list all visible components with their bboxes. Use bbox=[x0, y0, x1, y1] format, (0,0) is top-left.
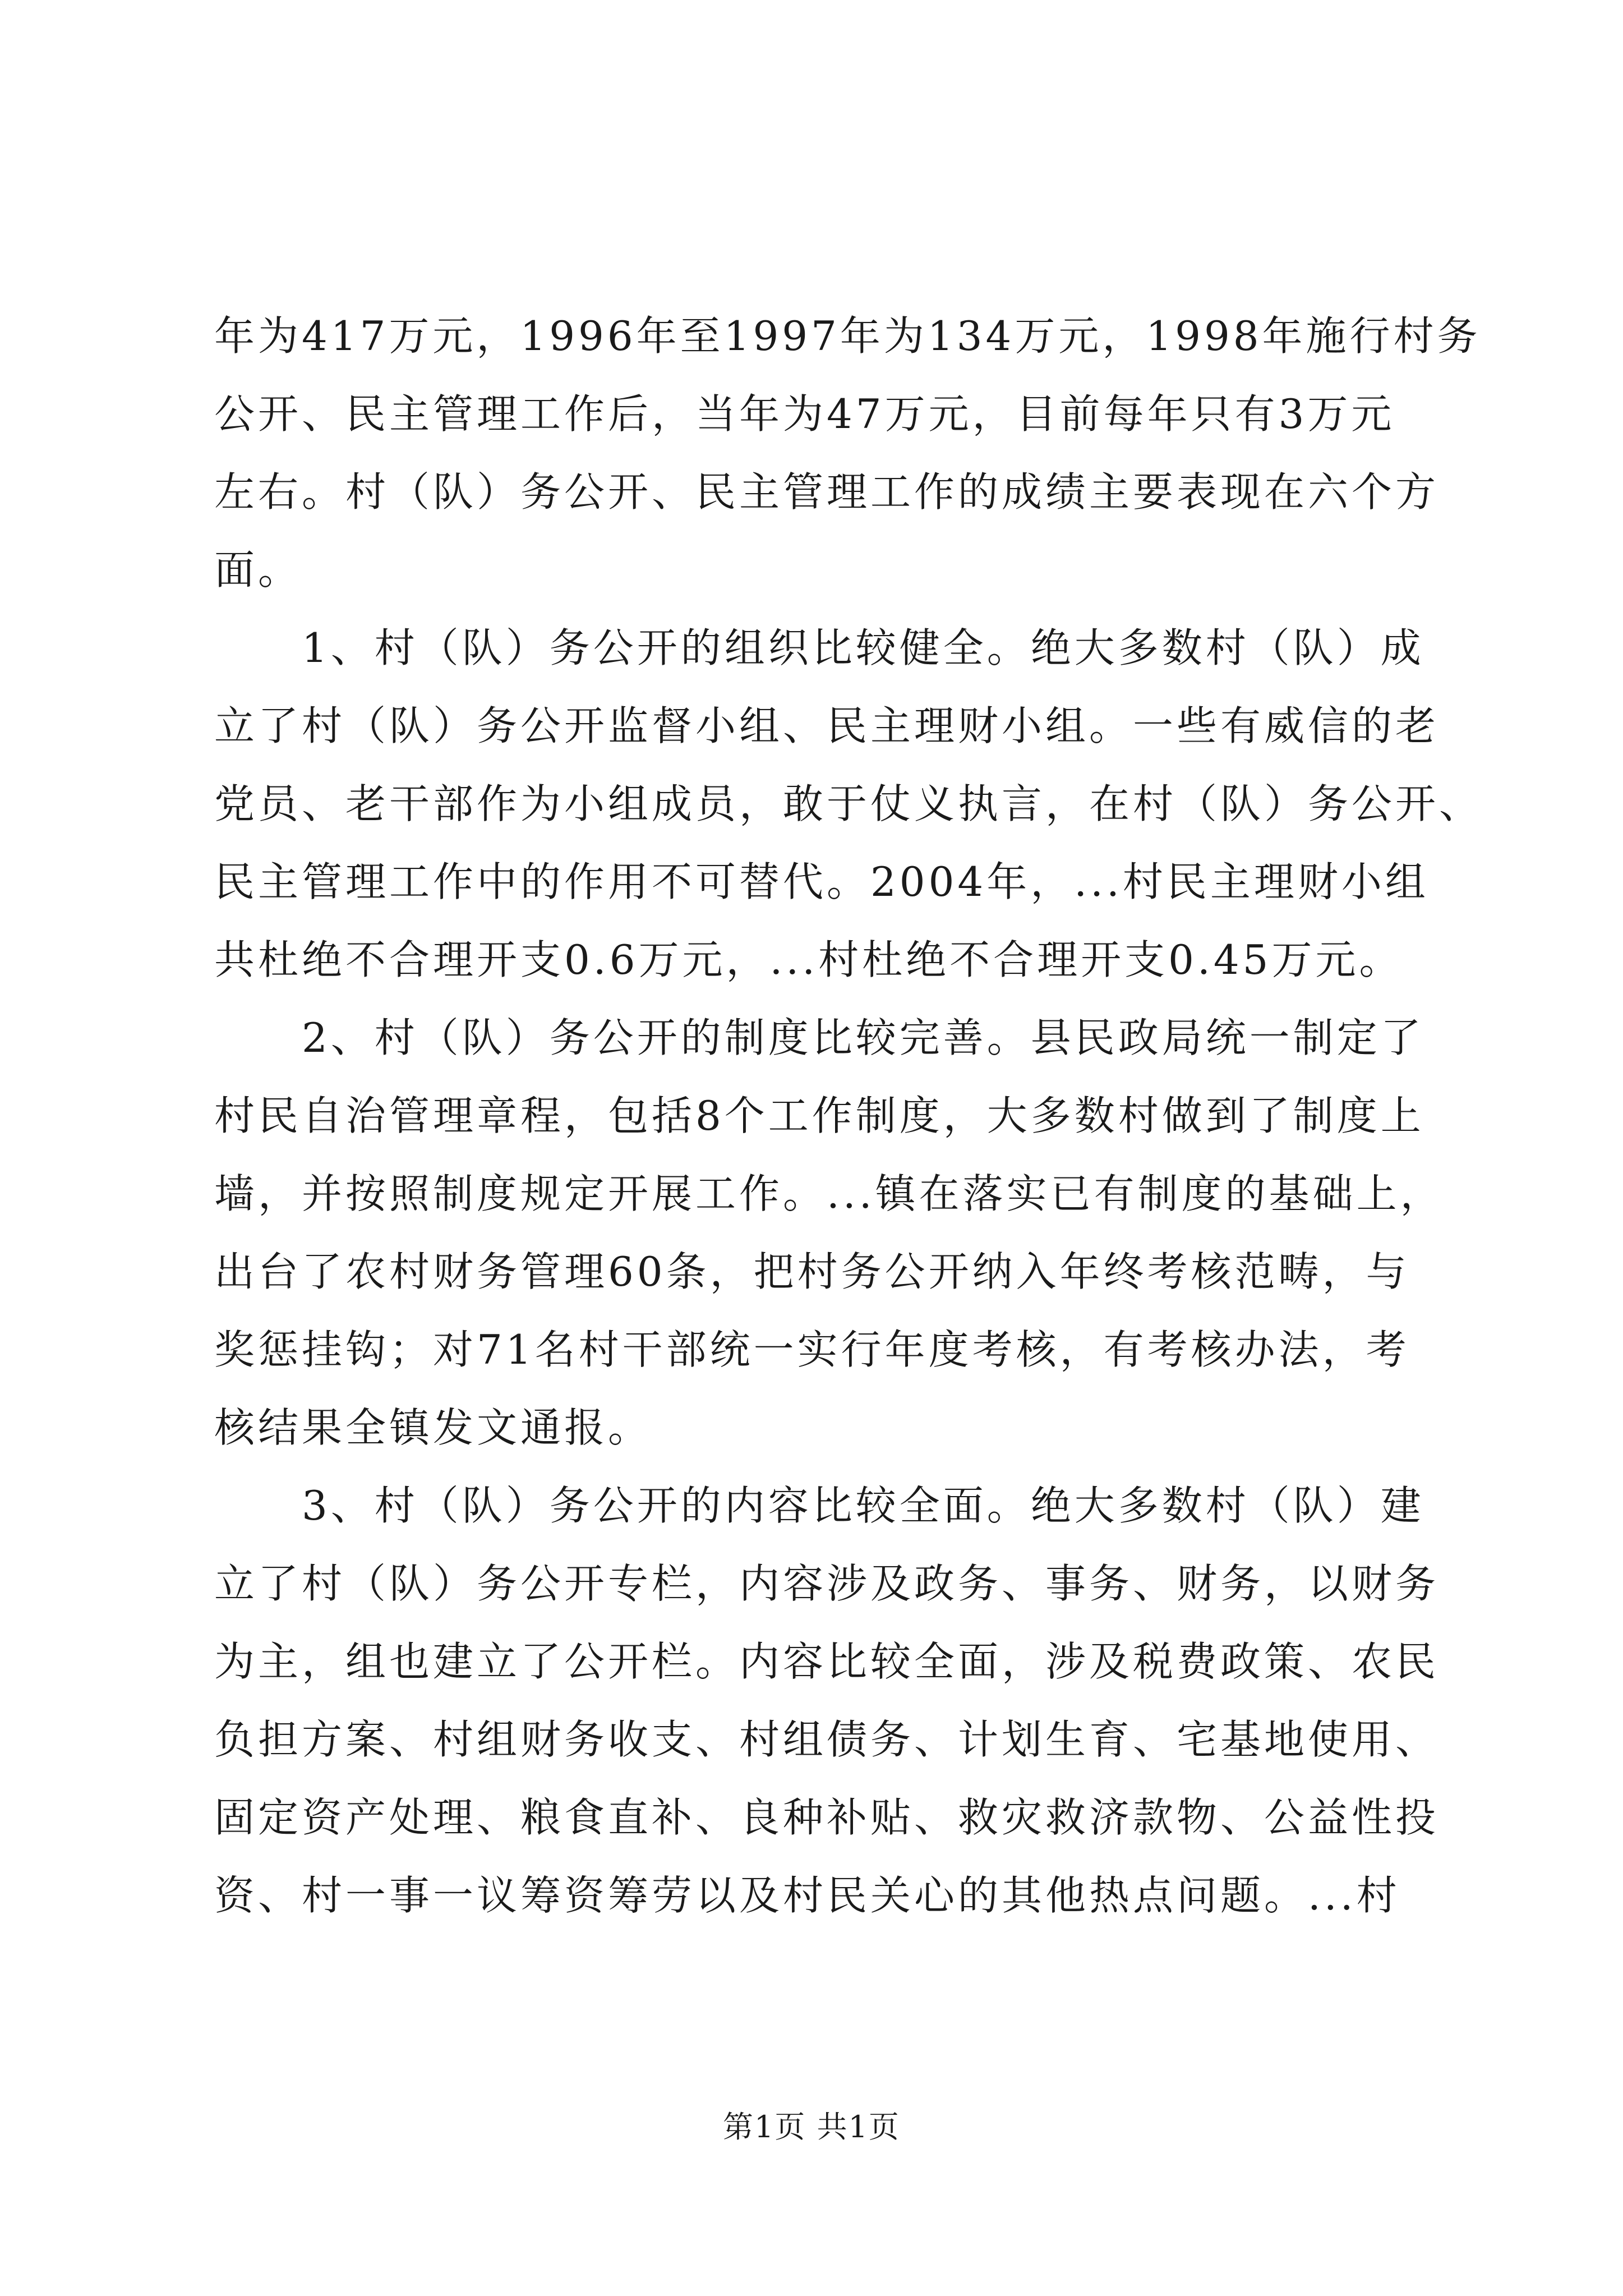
document-body bbox=[214, 297, 1483, 1935]
text-line: 资、村一事一议筹资筹劳以及村民关心的其他热点问题。...村 bbox=[214, 1872, 1400, 1919]
text-line: 3、村（队）务公开的内容比较全面。绝大多数村（队）建 bbox=[214, 1482, 1424, 1529]
text-line: 出台了农村财务管理60条，把村务公开纳入年终考核范畴，与 bbox=[214, 1248, 1410, 1295]
text-line: 共杜绝不合理开支0.6万元，...村杜绝不合理开支0.45万元。 bbox=[214, 936, 1403, 983]
text-line: 立了村（队）务公开监督小组、民主理财小组。一些有威信的老 bbox=[214, 702, 1440, 749]
text-line: 奖惩挂钩；对71名村干部统一实行年度考核，有考核办法，考 bbox=[214, 1326, 1410, 1373]
text-line: 为主，组也建立了公开栏。内容比较全面，涉及税费政策、农民 bbox=[214, 1638, 1440, 1685]
text-line: 党员、老干部作为小组成员，敢于仗义执言，在村（队）务公开、 bbox=[214, 780, 1483, 827]
text-line: 面。 bbox=[214, 546, 302, 593]
text-line: 负担方案、村组财务收支、村组债务、计划生育、宅基地使用、 bbox=[214, 1716, 1440, 1763]
page-footer bbox=[0, 2105, 1623, 2150]
text-line: 核结果全镇发文通报。 bbox=[214, 1404, 652, 1451]
text-line: 公开、民主管理工作后，当年为47万元，目前每年只有3万元 bbox=[214, 390, 1395, 438]
page-number-label: 第1页 共1页 bbox=[723, 2109, 900, 2145]
text-line: 左右。村（队）务公开、民主管理工作的成绩主要表现在六个方 bbox=[214, 468, 1440, 516]
text-line: 墙，并按照制度规定开展工作。...镇在落实已有制度的基础上， bbox=[214, 1170, 1444, 1217]
text-line: 固定资产处理、粮食直补、良种补贴、救灾救济款物、公益性投 bbox=[214, 1794, 1440, 1841]
text-line: 民主管理工作中的作用不可替代。2004年，...村民主理财小组 bbox=[214, 858, 1429, 905]
text-line: 2、村（队）务公开的制度比较完善。县民政局统一制定了 bbox=[214, 1014, 1424, 1061]
text-line: 立了村（队）务公开专栏，内容涉及政务、事务、财务，以财务 bbox=[214, 1560, 1440, 1607]
text-line: 村民自治管理章程，包括8个工作制度，大多数村做到了制度上 bbox=[214, 1092, 1424, 1139]
text-line: 年为417万元，1996年至1997年为134万元，1998年施行村务 bbox=[214, 312, 1481, 360]
text-line: 1、村（队）务公开的组织比较健全。绝大多数村（队）成 bbox=[214, 624, 1424, 671]
